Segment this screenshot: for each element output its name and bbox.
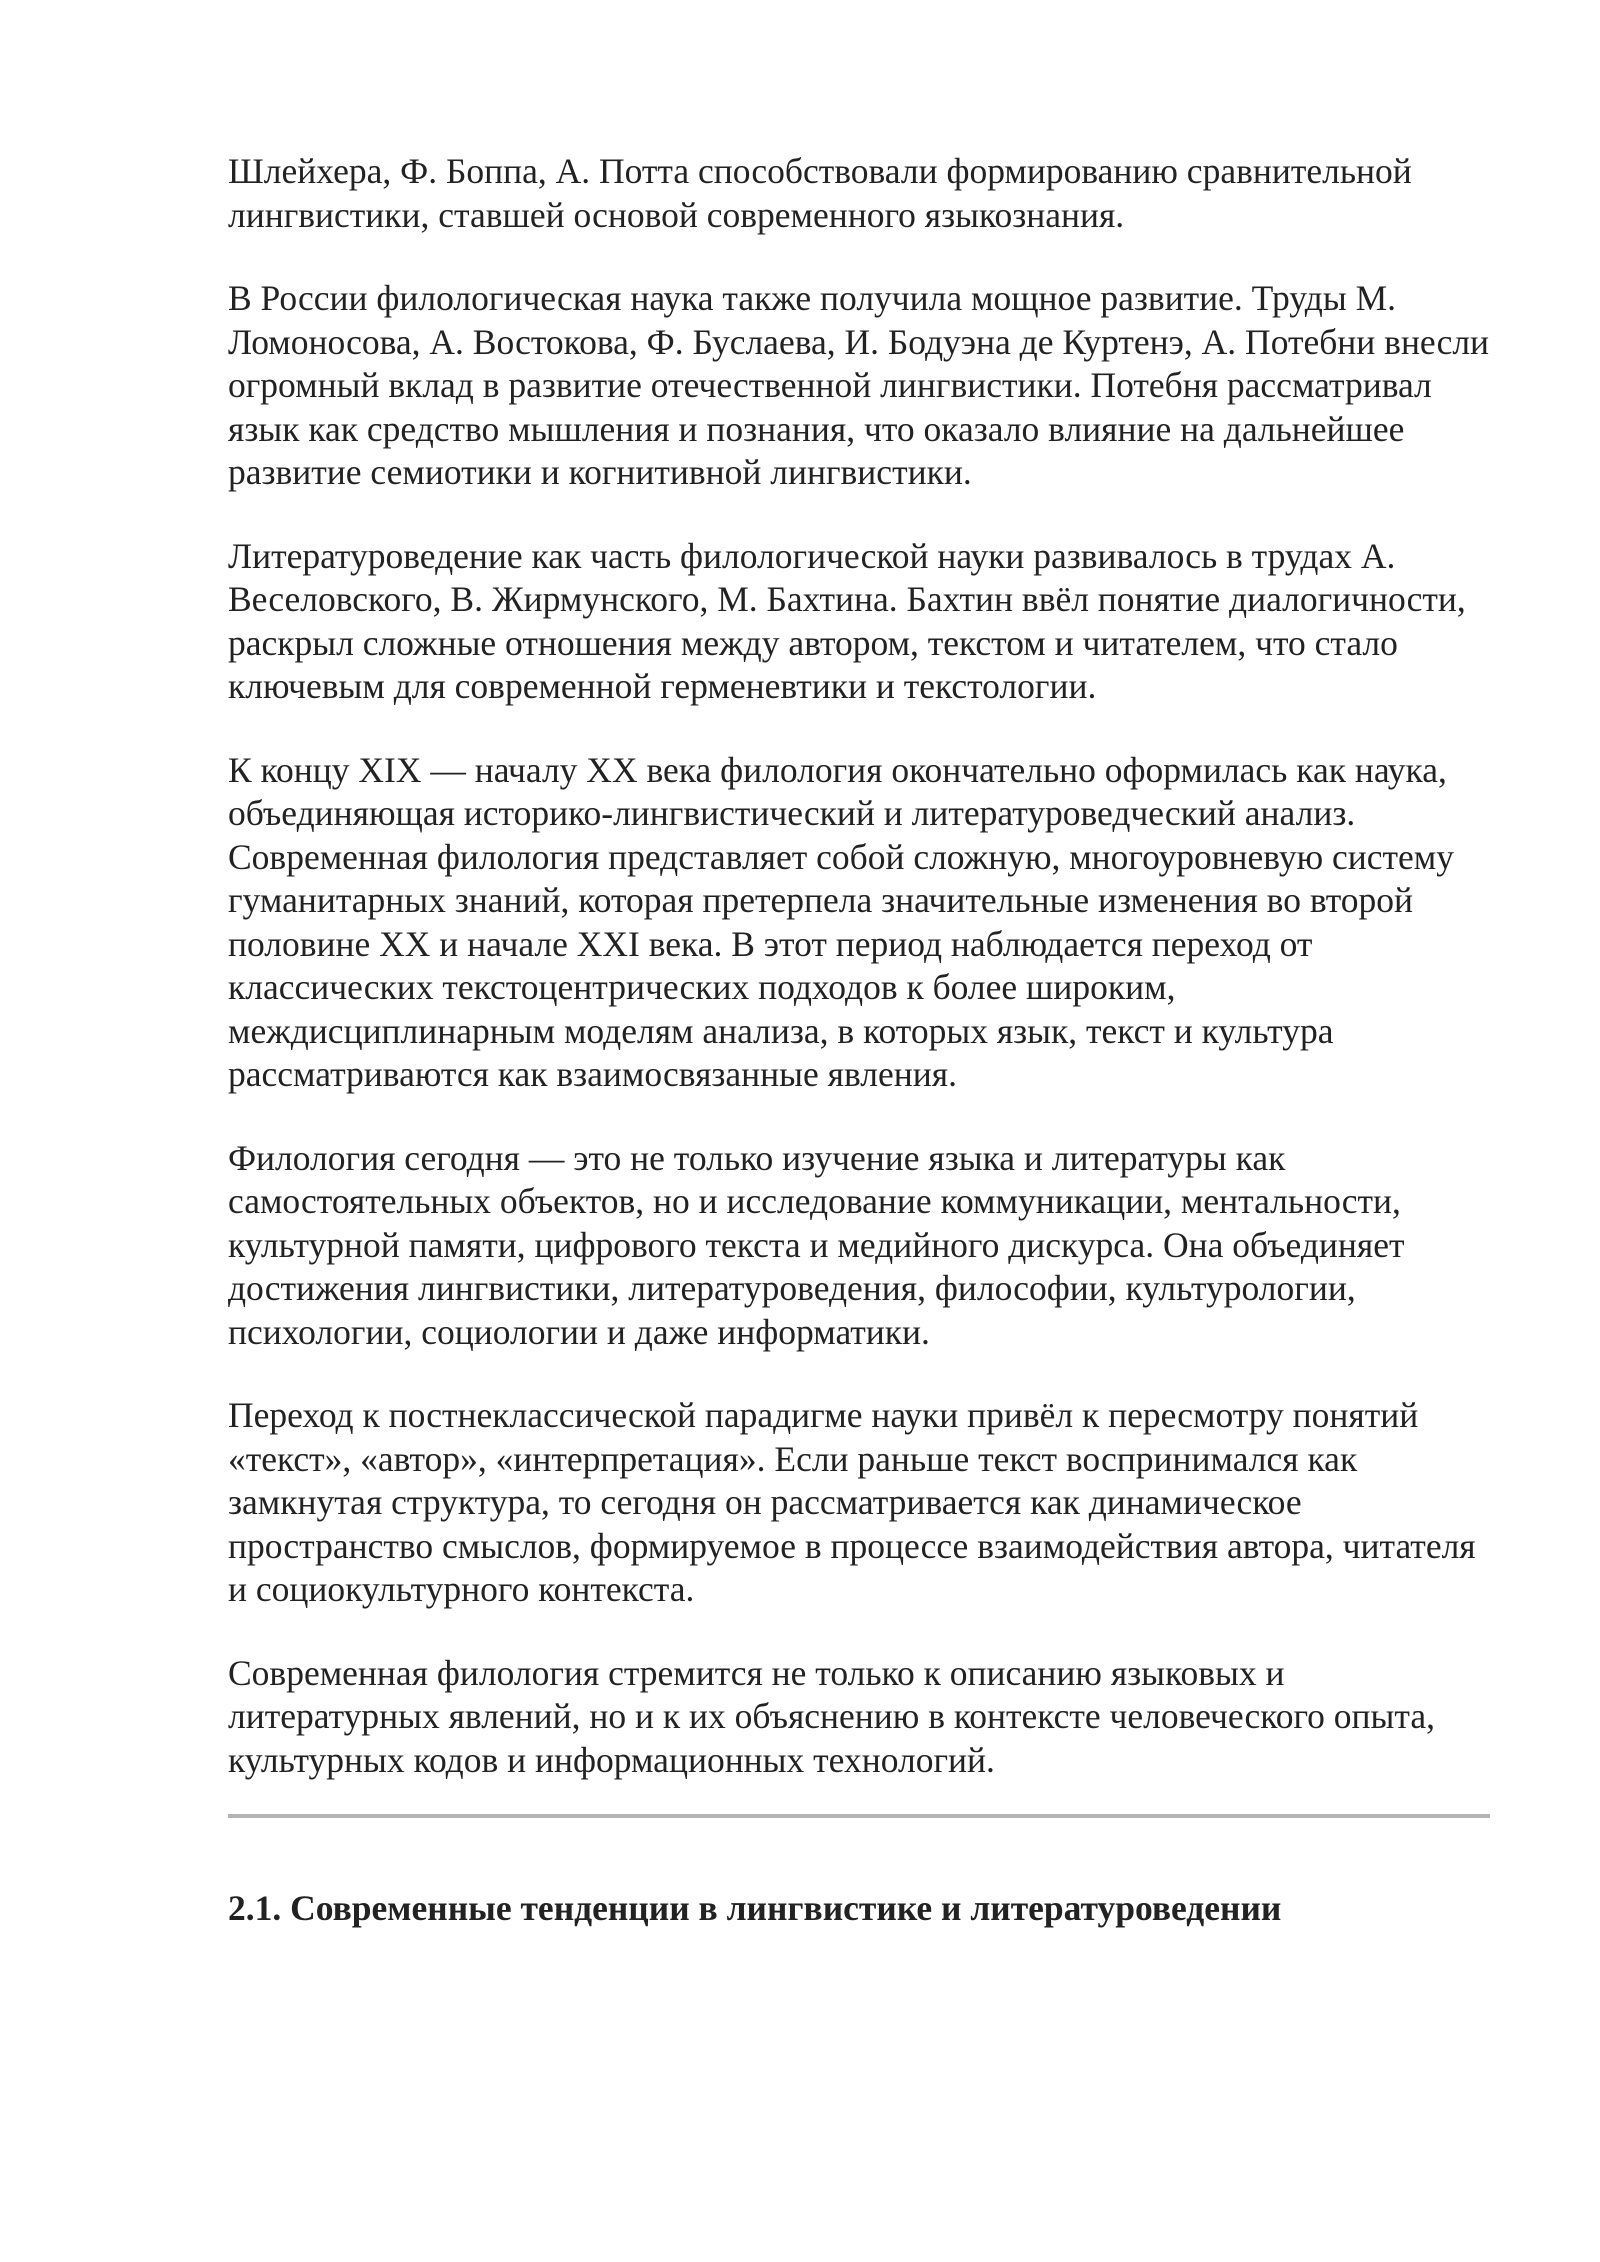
paragraph-modern-goals: Современная филология стремится не только к описанию языковых и литературных явлений, но и к их объяснению в контексте человеческого опыта, культурных кодов и информационных технологий.: [228, 1652, 1435, 1780]
horizontal-divider: [228, 1814, 1490, 1818]
paragraph-philology-today: Филология сегодня — это не только изучение языка и литературы как самостоятельных объектов, но и исследование коммуникации, ментальности, культурной памяти, цифрового текста и медийного дискурса. Она объединяет достижения лингвистики, литературоведения, философии, культурологии, психологии, социологии и даже информатики.: [228, 1137, 1405, 1352]
paragraph-comparative-linguistics: Шлейхера, Ф. Боппа, А. Потта способствовали формированию сравнительной лингвистики, ставшей основой современного языкознания.: [228, 151, 1412, 235]
paragraph-russian-philology: В России филологическая наука также получила мощное развитие. Труды М. Ломоносова, А. Востокова, Ф. Буслаева, И. Бодуэна де Куртенэ, А. Потебни внесли огромный вклад в развитие отечественной лингвистики. Потебня рассматривал язык как средство мышления и познания, что оказало влияние на дальнейшее развитие семиотики и когнитивной лингвистики.: [228, 278, 1490, 492]
document-page: [228, 150, 1490, 1931]
paragraph-literary-studies: Литературоведение как часть филологической науки развивалось в трудах А. Веселовского, В. Жирмунского, М. Бахтина. Бахтин ввёл понятие диалогичности, раскрыл сложные отношения между автором, текстом и читателем, что стало ключевым для современной герменевтики и текстологии.: [228, 535, 1466, 706]
paragraph-modern-philology: К концу XIX — началу XX века филология окончательно оформилась как наука, объединяющая историко-лингвистический и литературоведческий анализ. Современная филология представляет собой сложную, многоуровневую систему гуманитарных знаний, которая претерпела значительные изменения во второй половине XX и начале XXI века. В этот период наблюдается переход от классических текстоцентрических подходов к более широким, междисциплинарным моделям анализа, в которых язык, текст и культура рассматриваются как взаимосвязанные явления.: [228, 749, 1454, 1094]
paragraph-post-nonclassical-paradigm: Переход к постнеклассической парадигме науки привёл к пересмотру понятий «текст», «автор», «интерпретация». Если раньше текст воспринимался как замкнутая структура, то сегодня он рассматривается как динамическое пространство смыслов, формируемое в процессе взаимодействия автора, читателя и социокультурного контекста.: [228, 1395, 1476, 1609]
section-heading: 2.1. Современные тенденции в лингвистике и литературоведении: [228, 1888, 1282, 1928]
